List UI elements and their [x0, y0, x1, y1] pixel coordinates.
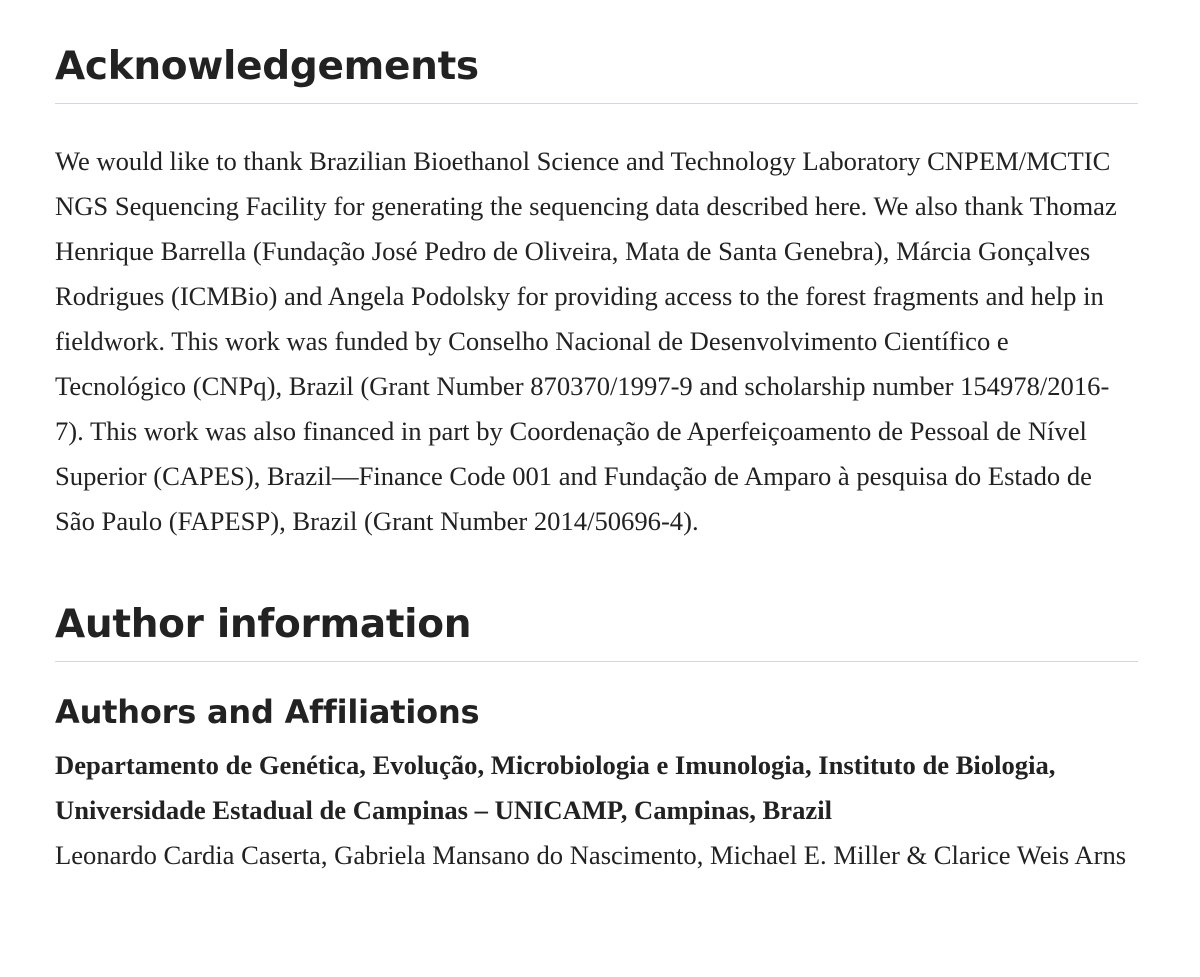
affiliation-name: Departamento de Genética, Evolução, Microbiologia e Imunologia, Instituto de Biologia, Universidade Estadual de Campinas – UNICAMP, Campinas, Brazil	[55, 749, 1056, 825]
author-information-heading: Author information	[55, 602, 1138, 662]
acknowledgements-heading: Acknowledgements	[55, 0, 1138, 104]
acknowledgements-text: We would like to thank Brazilian Bioethanol Science and Technology Laboratory CNPEM/MCTIC NGS Sequencing Facility for generating the sequencing data described here. We also thank Thomaz Henrique Barrella (Fundação José Pedro de Oliveira, Mata de Santa Genebra), Márcia Gonçalves Rodrigues (ICMBio) and Angela Podolsky for providing access to the forest fragments and help in fieldwork. This work was funded by Conselho Nacional de Desenvolvimento Científico e Tecnológico (CNPq), Brazil (Grant Number 870370/1997-9 and scholarship number 154978/2016-7). This work was also financed in part by Coordenação de Aperfeiçoamento de Pessoal de Nível Superior (CAPES), Brazil—Finance Code 001 and Fundação de Amparo à pesquisa do Estado de São Paulo (FAPESP), Brazil (Grant Number 2014/50696-4).	[55, 145, 1117, 536]
author-information-section	[55, 602, 1138, 878]
acknowledgements-section	[55, 0, 1138, 544]
author-list: Leonardo Cardia Caserta, Gabriela Mansano do Nascimento, Michael E. Miller & Clarice Weis Arns	[55, 839, 1127, 870]
authors-affiliations-heading: Authors and Affiliations	[55, 692, 480, 731]
